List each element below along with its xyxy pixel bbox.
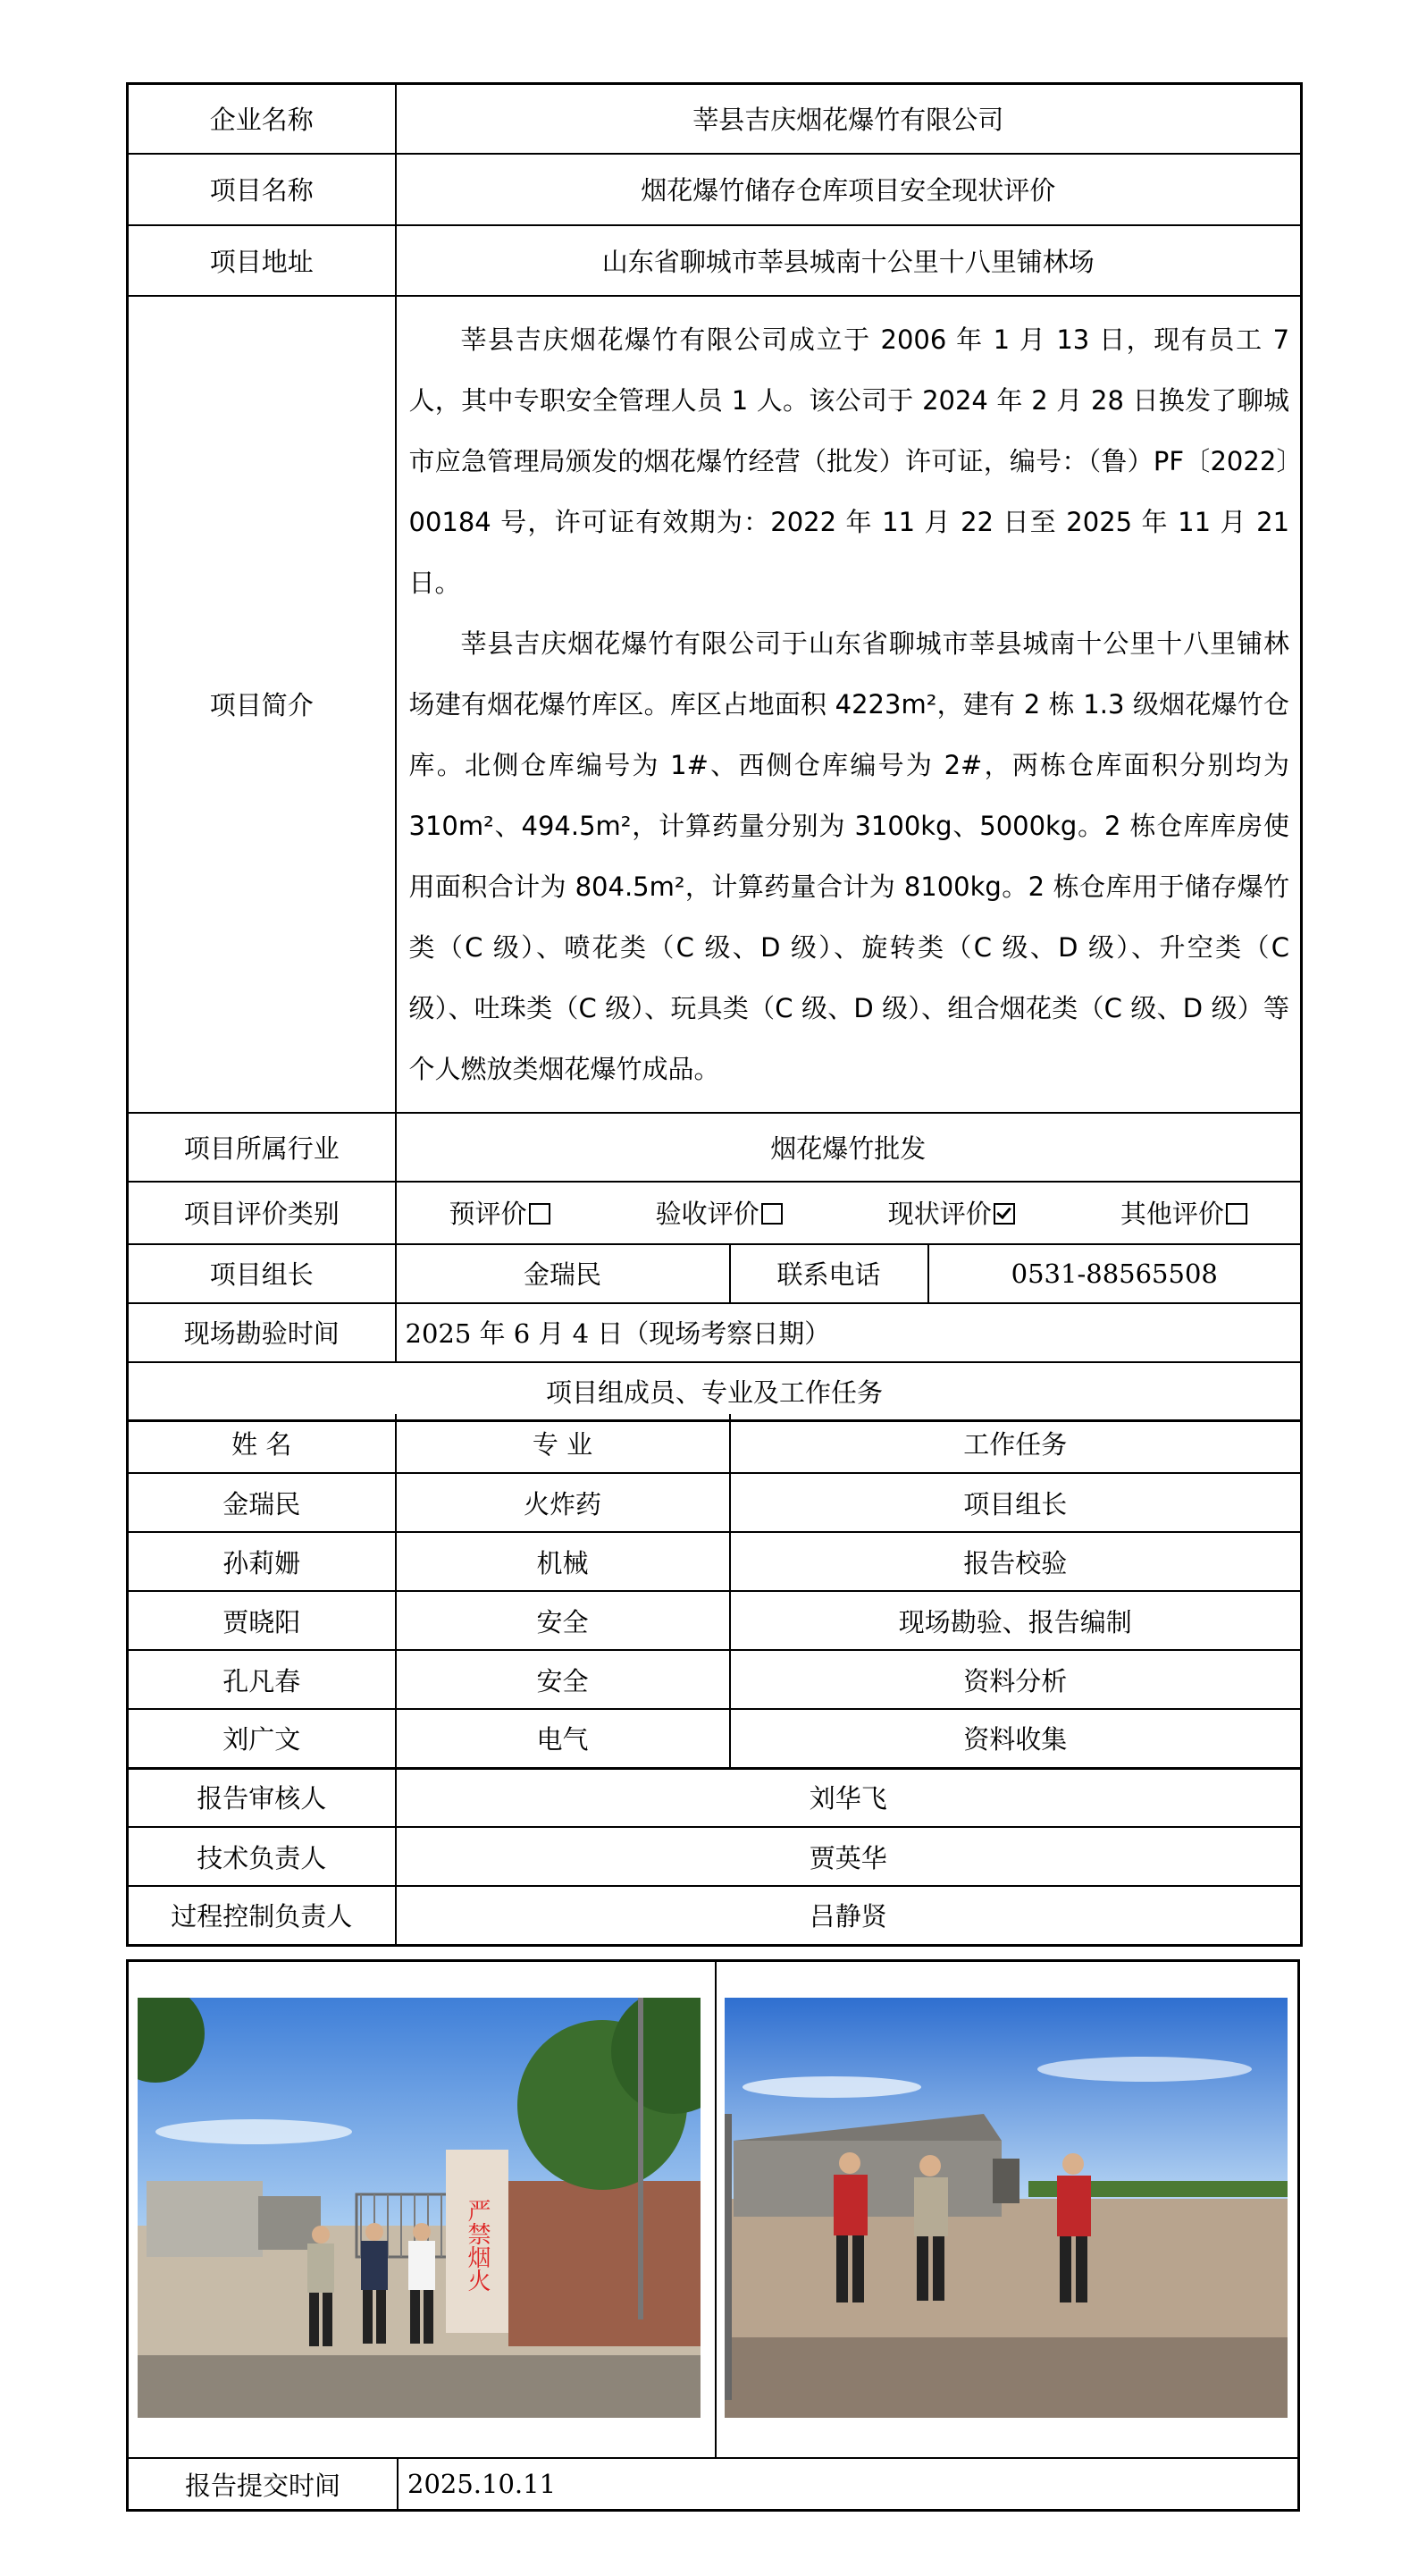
address-label: 项目地址 (128, 225, 396, 296)
member-name: 孔凡春 (128, 1650, 396, 1709)
pre-checkbox[interactable] (529, 1203, 550, 1225)
member-task: 资料分析 (730, 1650, 1302, 1709)
industry-label: 项目所属行业 (128, 1113, 396, 1182)
member-task: 项目组长 (730, 1473, 1302, 1532)
phone-number: 0531-88565508 (928, 1244, 1302, 1303)
header-name: 姓 名 (128, 1414, 396, 1473)
survey-time: 2025 年 6 月 4 日（现场考察日期） (396, 1303, 1302, 1362)
table-row (128, 1709, 1302, 1768)
site-photos-section (126, 1959, 1300, 2512)
survey-label: 现场勘验时间 (128, 1303, 396, 1362)
table-row (128, 1532, 1302, 1591)
members-header-row (128, 1414, 1302, 1473)
no-fire-sign-text: 严禁烟火 (464, 2199, 491, 2292)
category-other: 其他评价 (1120, 1194, 1247, 1231)
project-label: 项目名称 (128, 154, 396, 225)
company-name: 莘县吉庆烟花爆竹有限公司 (396, 84, 1302, 154)
member-major: 机械 (396, 1532, 730, 1591)
leader-label: 项目组长 (128, 1244, 396, 1303)
members-table (126, 1414, 1303, 1770)
member-task: 资料收集 (730, 1709, 1302, 1768)
member-major: 安全 (396, 1650, 730, 1709)
leader-name: 金瑞民 (396, 1244, 730, 1303)
process-control-label: 过程控制负责人 (128, 1886, 396, 1945)
info-table (126, 82, 1303, 1422)
reviewer-label: 报告审核人 (128, 1768, 396, 1827)
process-control-name: 吕静贤 (396, 1886, 1302, 1945)
member-name: 孙莉姗 (128, 1532, 396, 1591)
header-task: 工作任务 (730, 1414, 1302, 1473)
evaluation-category (396, 1182, 1302, 1244)
table-row (128, 1473, 1302, 1532)
other-checkbox[interactable] (1226, 1203, 1247, 1225)
member-task: 现场勘验、报告编制 (730, 1591, 1302, 1650)
header-major: 专 业 (396, 1414, 730, 1473)
project-name: 烟花爆竹储存仓库项目安全现状评价 (396, 154, 1302, 225)
member-major: 电气 (396, 1709, 730, 1768)
member-task: 报告校验 (730, 1532, 1302, 1591)
table-row (128, 1650, 1302, 1709)
member-name: 金瑞民 (128, 1473, 396, 1532)
intro-paragraph-1: 莘县吉庆烟花爆竹有限公司成立于 2006 年 1 月 13 日，现有员工 7 人，其中专职安全管理人员 1 人。该公司于 2024 年 2 月 28 日换发了聊城市应急管理局颁发的烟花爆竹经营（批发）许可证，编号：（鲁）PF〔2022〕00184 号，许可证有效期为：2022 年 11 月 22 日至 2025 年 11 月 21 日。 (408, 324, 1290, 598)
phone-label: 联系电话 (730, 1244, 928, 1303)
intro-paragraph-2: 莘县吉庆烟花爆竹有限公司于山东省聊城市莘县城南十公里十八里铺林场建有烟花爆竹库区。库区占地面积 4223m²，建有 2 栋 1.3 级烟花爆竹仓库。北侧仓库编号为 1#、西侧仓库编号为 2#，两栋仓库面积分别均为 310m²、494.5m²，计算药量分别为 3100kg、5000kg。2 栋仓库库房使用面积合计为 804.5m²，计算药量合计为 8100kg。2 栋仓库用于储存爆竹类（C 级）、喷花类（C 级、D 级）、旋转类（C 级、D 级）、升空类（C 级）、吐珠类（C 级）、玩具类（C 级、D 级）、组合烟花类（C 级、D 级）等个人燃放类烟花爆竹成品。 (408, 627, 1290, 1084)
member-name: 刘广文 (128, 1709, 396, 1768)
site-photo-warehouse (725, 1998, 1288, 2418)
company-label: 企业名称 (128, 84, 396, 154)
project-intro (396, 296, 1302, 1113)
tech-lead-label: 技术负责人 (128, 1827, 396, 1886)
submit-time-value: 2025.10.11 (407, 2469, 557, 2499)
category-status: 现状评价 (888, 1194, 1015, 1231)
member-name: 贾晓阳 (128, 1591, 396, 1650)
review-table (126, 1768, 1303, 1947)
site-photo-gate (138, 1998, 701, 2418)
photo-divider (715, 1962, 717, 2457)
project-industry: 烟花爆竹批发 (396, 1113, 1302, 1182)
acceptance-checkbox[interactable] (761, 1203, 783, 1225)
member-major: 火炸药 (396, 1473, 730, 1532)
tech-lead-name: 贾英华 (396, 1827, 1302, 1886)
status-checkbox-checked[interactable] (994, 1203, 1015, 1225)
category-acceptance: 验收评价 (656, 1194, 783, 1231)
reviewer-name: 刘华飞 (396, 1768, 1302, 1827)
intro-label: 项目简介 (128, 296, 396, 1113)
submit-time-label: 报告提交时间 (129, 2459, 399, 2509)
member-major: 安全 (396, 1591, 730, 1650)
table-row (128, 1591, 1302, 1650)
category-label: 项目评价类别 (128, 1182, 396, 1244)
members-title: 项目组成员、专业及工作任务 (128, 1362, 1302, 1421)
category-pre: 预评价 (449, 1194, 550, 1231)
project-address: 山东省聊城市莘县城南十公里十八里铺林场 (396, 225, 1302, 296)
